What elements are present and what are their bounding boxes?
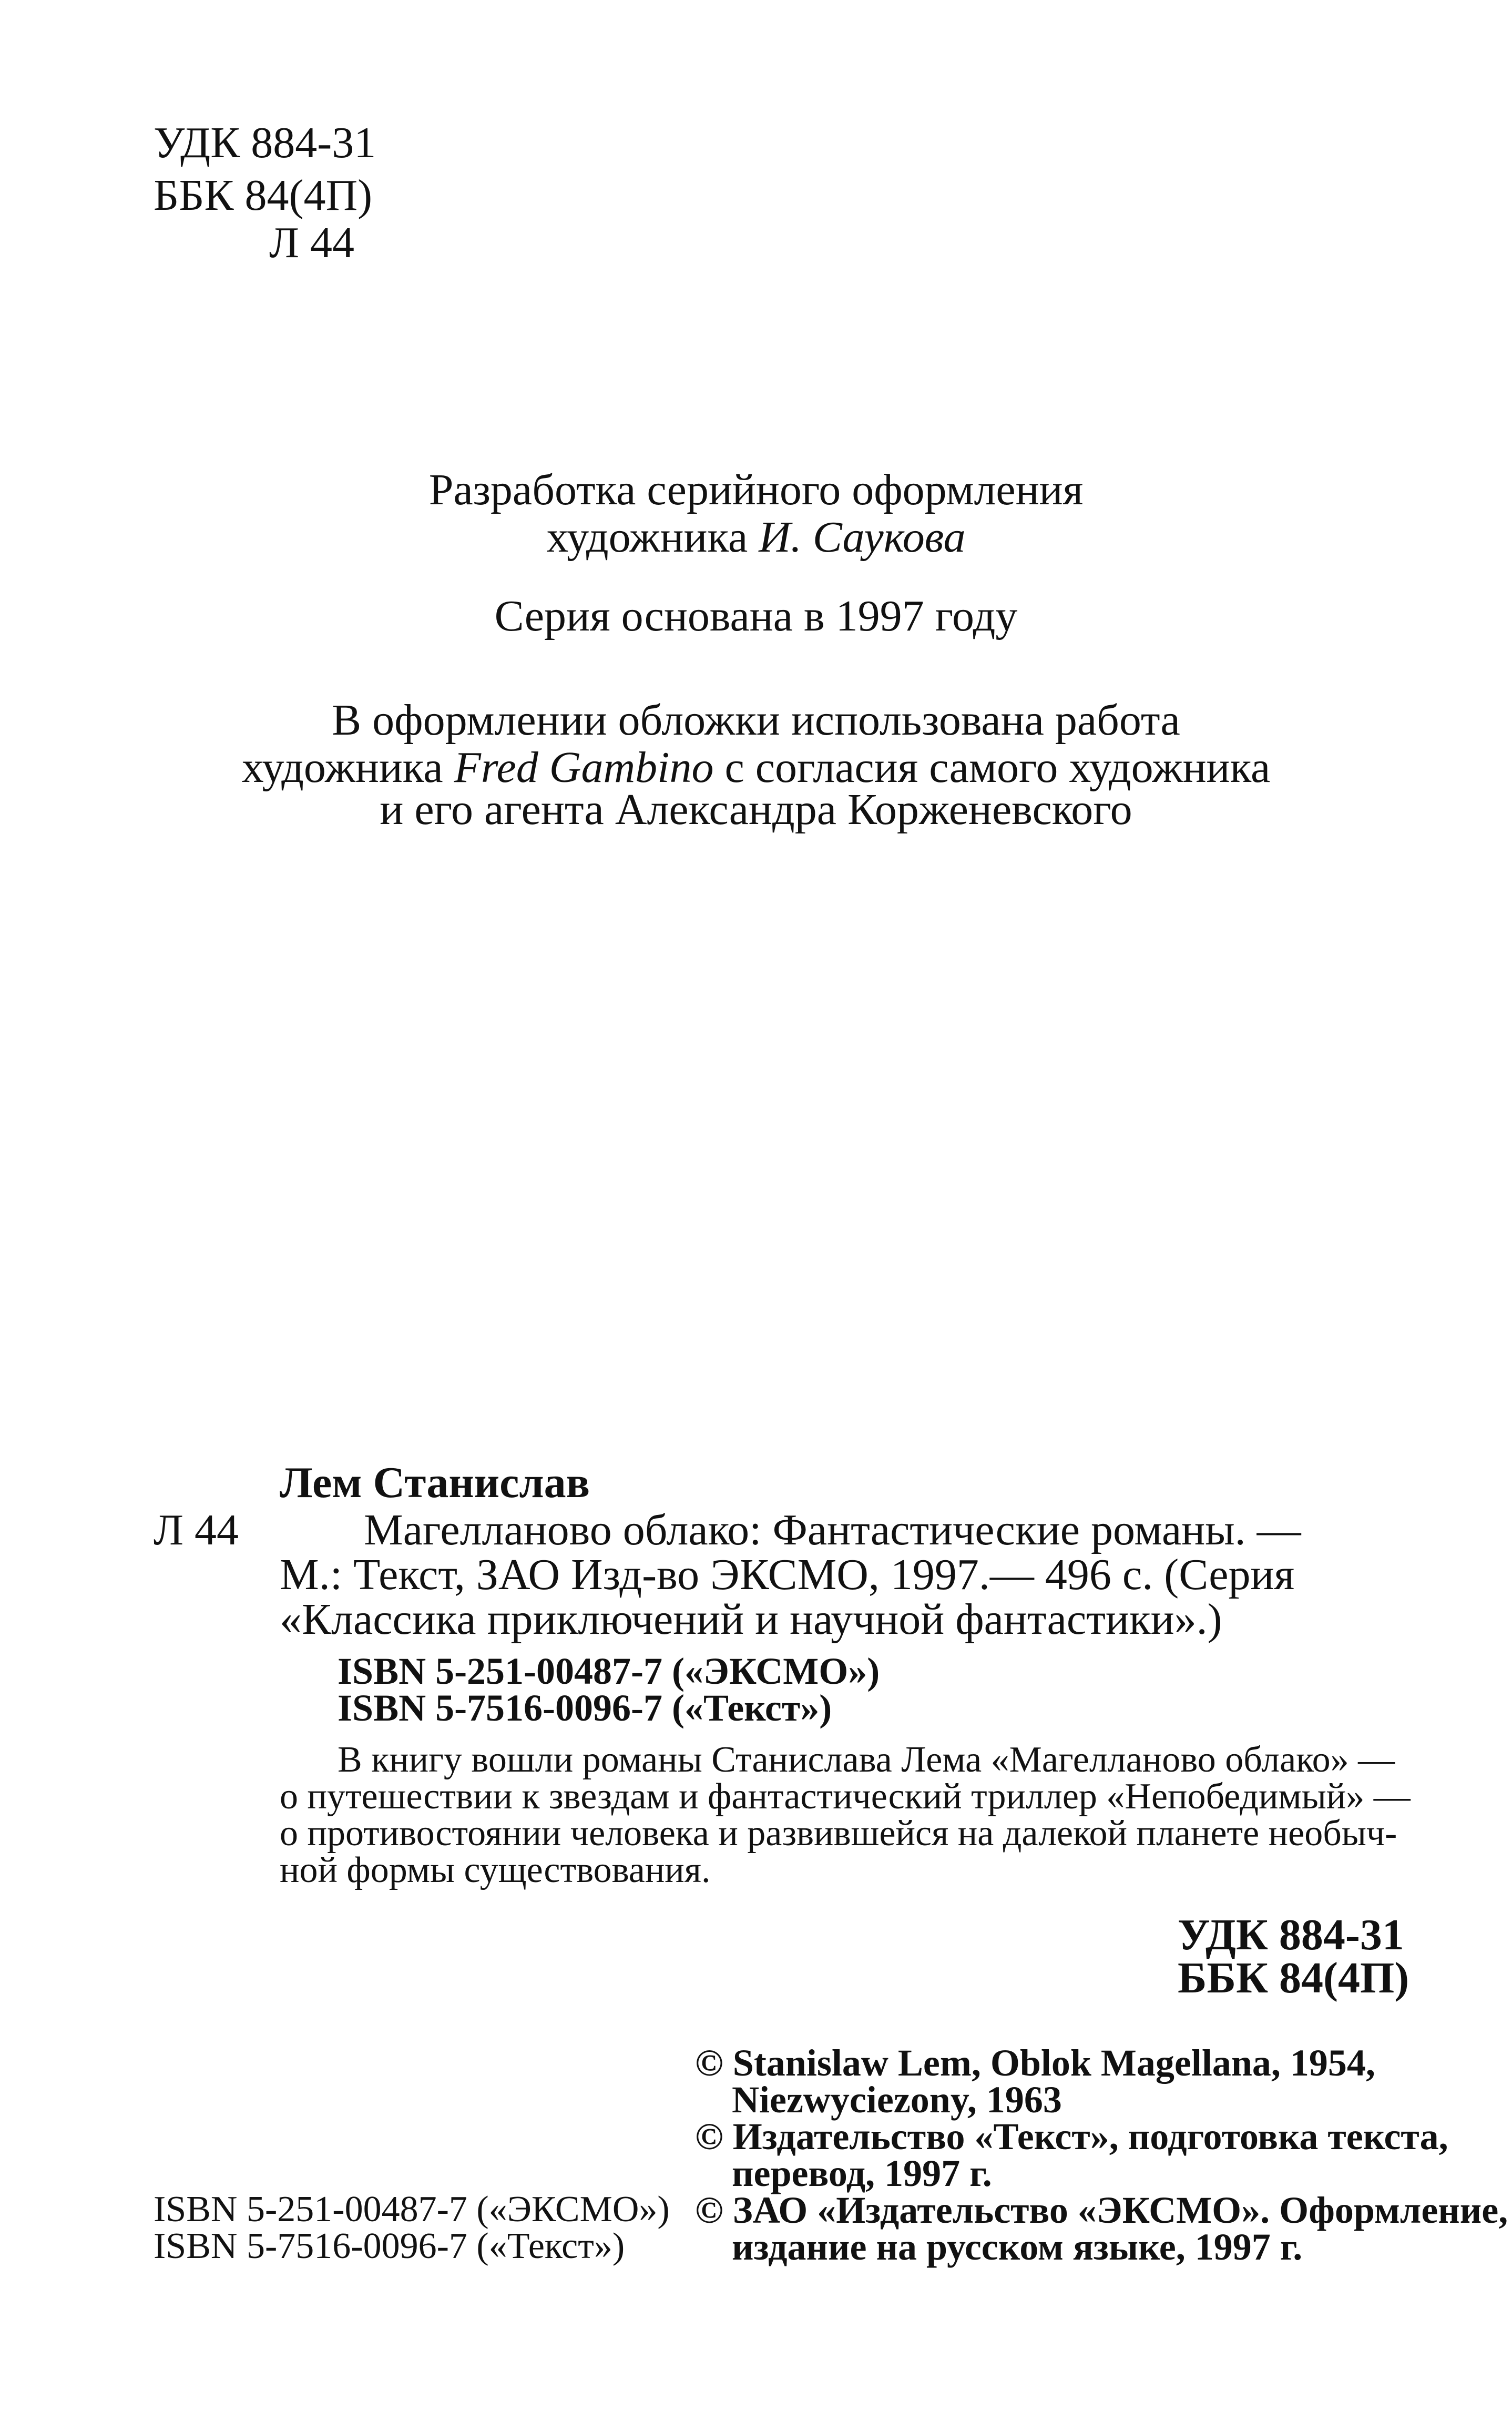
copyright-1-line1: © Stanislaw Lem, Oblok Magellana, 1954, xyxy=(695,2042,1375,2084)
copyright-3-line1: © ЗАО «Издательство «ЭКСМО». Оформление, xyxy=(695,2189,1508,2231)
annotation-line1: В книгу вошли романы Станислава Лема «Магелланово облако» — xyxy=(338,1740,1395,1780)
series-design-artist: И. Саукова xyxy=(759,513,966,562)
catalog-desc-line1: Магелланово облако: Фантастические романы. — xyxy=(364,1506,1301,1554)
udk-top: УДК 884-31 xyxy=(154,118,376,167)
catalog-mark: Л 44 xyxy=(154,1506,239,1554)
author-mark-top: Л 44 xyxy=(269,218,354,267)
cover-note-line1: В оформлении обложки использована работа xyxy=(332,696,1180,745)
catalog-isbn1: ISBN 5-251-00487-7 («ЭКСМО») xyxy=(338,1650,880,1692)
catalog-udk: УДК 884-31 xyxy=(1178,1910,1404,1959)
cover-note-artist: Fred Gambino xyxy=(454,743,714,792)
series-design-prefix: художника xyxy=(546,513,759,562)
bbk-top: ББК 84(4П) xyxy=(154,171,373,220)
copyright-1-line2: Niezwyciezony, 1963 xyxy=(732,2079,1062,2121)
bottom-isbn2: ISBN 5-7516-0096-7 («Текст») xyxy=(154,2226,625,2266)
series-design-line2 xyxy=(0,511,1512,564)
cover-note-line3: и его агента Александра Корженевского xyxy=(380,785,1132,834)
annotation-line2: о путешествии к звездам и фантастический триллер «Непобедимый» — xyxy=(280,1776,1411,1817)
copyright-3-line2: издание на русском языке, 1997 г. xyxy=(732,2226,1303,2268)
cover-note-suffix: с согласия самого художника xyxy=(713,743,1271,792)
cover-note-prefix: художника xyxy=(241,743,454,792)
bottom-isbn1: ISBN 5-251-00487-7 («ЭКСМО») xyxy=(154,2189,670,2230)
catalog-isbn2: ISBN 5-7516-0096-7 («Текст») xyxy=(338,1687,832,1729)
catalog-desc-line3: «Классика приключений и научной фантастики».) xyxy=(280,1595,1222,1644)
copyright-2-line2: перевод, 1997 г. xyxy=(732,2152,992,2194)
series-founded: Серия основана в 1997 году xyxy=(494,592,1018,640)
copyright-2-line1: © Издательство «Текст», подготовка текста, xyxy=(695,2115,1448,2158)
catalog-desc-line2: М.: Текст, ЗАО Изд-во ЭКСМО, 1997.— 496 с. (Серия xyxy=(280,1550,1295,1599)
annotation-line4: ной формы существования. xyxy=(280,1850,711,1890)
catalog-author: Лем Станислав xyxy=(280,1458,590,1507)
series-design-line1: Разработка серийного оформления xyxy=(428,465,1084,514)
annotation-line3: о противостоянии человека и развившейся на далекой планете необыч- xyxy=(280,1813,1397,1854)
catalog-bbk: ББК 84(4П) xyxy=(1178,1954,1409,2002)
